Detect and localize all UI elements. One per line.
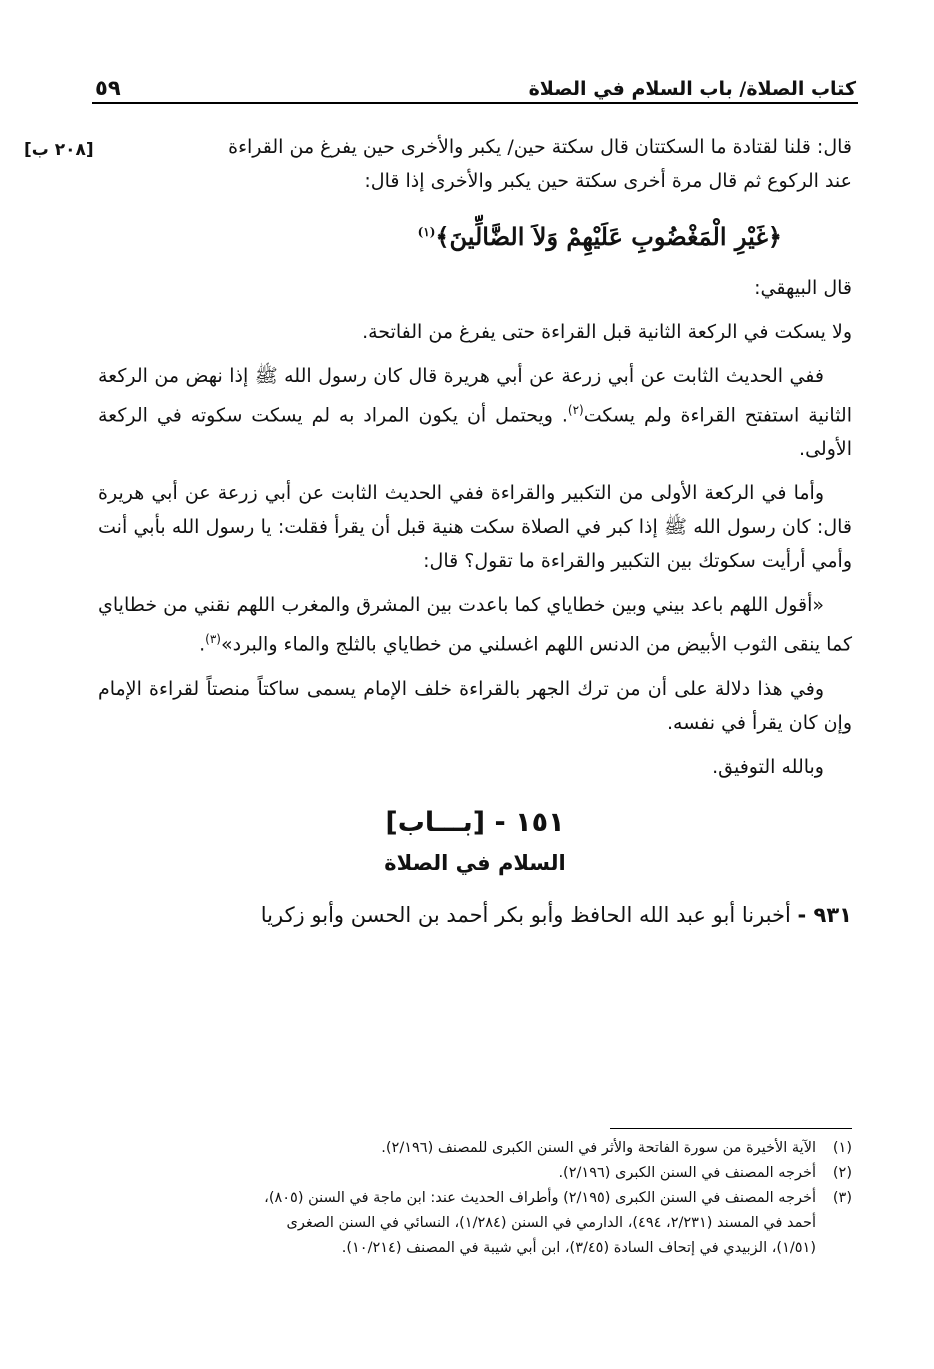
hadith-number: ٩٣١ - bbox=[797, 902, 852, 927]
footnotes bbox=[92, 1136, 852, 1261]
page-header bbox=[95, 62, 856, 100]
footnote-2 bbox=[92, 1161, 852, 1186]
main-text bbox=[98, 130, 852, 942]
paragraph-second-rakah: ولا يسكت في الركعة الثانية قبل القراءة حتى يفرغ من الفاتحة. bbox=[362, 321, 852, 343]
qatada-line-1: قال: قلنا لقتادة ما السكتتان قال سكتة حين/ يكبر والأخرى حين يفرغ من القراءة bbox=[228, 136, 852, 158]
closing-line: وبالله التوفيق. bbox=[712, 755, 824, 778]
dua-text: «أقول اللهم باعد بيني وبين خطاياي كما باعدت بين المشرق والمغرب اللهم نقني من خطاياي كما ينقى الثوب الأبيض من الدنس اللهم اغسلني من خطاياي بالثلج والماء والبرد» bbox=[98, 594, 852, 656]
chapter-subtitle: السلام في الصلاة bbox=[384, 850, 566, 875]
footnote-3-continued: أحمد في المسند (٢/٢٣١، ٤٩٤)، الدارمي في السنن (١/٢٨٤)، النسائي في السنن الصغرى bbox=[286, 1215, 816, 1231]
manuscript-folio-note: [٢٠٨ ب] bbox=[24, 140, 94, 160]
abu-zura-text-end: . ويحتمل أن يكون المراد به لم يسكت سكوته في الركعة الأولى. bbox=[98, 404, 852, 461]
footnote-3-continued-2: (١/٥١)، الزبيدي في إتحاف السادة (٣/٤٥)، ابن أبي شيبة في المصنف (١٠/٢١٤). bbox=[341, 1240, 816, 1256]
footnote-number: (١) bbox=[832, 1140, 852, 1156]
footnote-ref-3: (٣) bbox=[205, 632, 221, 647]
hadith-931 bbox=[98, 898, 852, 932]
footnote-text: أخرجه المصنف في السنن الكبرى (٢/١٩٥) وأطراف الحديث عند: ابن ماجة في السنن (٨٠٥)، bbox=[264, 1190, 816, 1206]
paragraph-dua bbox=[98, 588, 852, 661]
paragraph-abu-zura bbox=[98, 359, 852, 466]
footnote-text: أخرجه المصنف في السنن الكبرى (٢/١٩٦). bbox=[558, 1165, 816, 1181]
paragraph-conclusion: وفي هذا دلالة على أن من ترك الجهر بالقراءة خلف الإمام يسمى ساكتاً منصتاً لقراءة الإمام وإن كان يقرأ في نفسه. bbox=[98, 677, 852, 734]
footnote-text: الآية الأخيرة من سورة الفاتحة والأثر في السنن الكبرى للمصنف (٢/١٩٦). bbox=[381, 1140, 816, 1156]
footnote-number: (٣) bbox=[832, 1190, 852, 1206]
paragraph-qatada bbox=[98, 130, 852, 198]
qatada-line-2: عند الركوع ثم قال مرة أخرى سكتة حين يكبر والأخرى إذا قال: bbox=[364, 170, 852, 192]
chapter-heading: ١٥١ - [بـــاب] bbox=[385, 806, 565, 838]
footnote-rule bbox=[610, 1128, 852, 1129]
dua-text-end: . bbox=[199, 633, 206, 656]
abu-zura-text: ففي الحديث الثابت عن أبي زرعة عن أبي هريرة قال كان رسول الله ﷺ إذا نهض من الركعة الثانية استفتح القراءة ولم يسكت bbox=[98, 365, 852, 427]
footnote-3 bbox=[92, 1186, 852, 1211]
header-rule bbox=[92, 102, 858, 104]
footnote-number: (٢) bbox=[832, 1165, 852, 1181]
paragraph-first-rakah: وأما في الركعة الأولى من التكبير والقراءة ففي الحديث الثابت عن أبي زرعة عن أبي هريرة قال: كان رسول الله ﷺ إذا كبر في الصلاة سكت هنية قبل أن يقرأ فقلت: يا رسول الله بأبي أنت وأمي أرأيت سكوتك بين التكبير والقراءة ما تقول؟ قال: bbox=[98, 482, 852, 573]
running-title: كتاب الصلاة/ باب السلام في الصلاة bbox=[528, 78, 856, 100]
bayhaqi-label: قال البيهقي: bbox=[754, 277, 852, 299]
quran-verse-text: ﴿غَيْرِ الْمَغْضُوبِ عَلَيْهِمْ وَلاَ الضَّالِّينَ﴾ bbox=[435, 222, 782, 251]
footnote-1 bbox=[92, 1136, 852, 1161]
page-number: ٥٩ bbox=[95, 76, 121, 100]
quran-verse bbox=[98, 208, 852, 261]
hadith-text: أخبرنا أبو عبد الله الحافظ وأبو بكر أحمد بن الحسن وأبو زكريا bbox=[260, 902, 791, 927]
footnote-ref-2: (٢) bbox=[567, 403, 584, 417]
footnote-ref-1: (١) bbox=[417, 225, 436, 239]
